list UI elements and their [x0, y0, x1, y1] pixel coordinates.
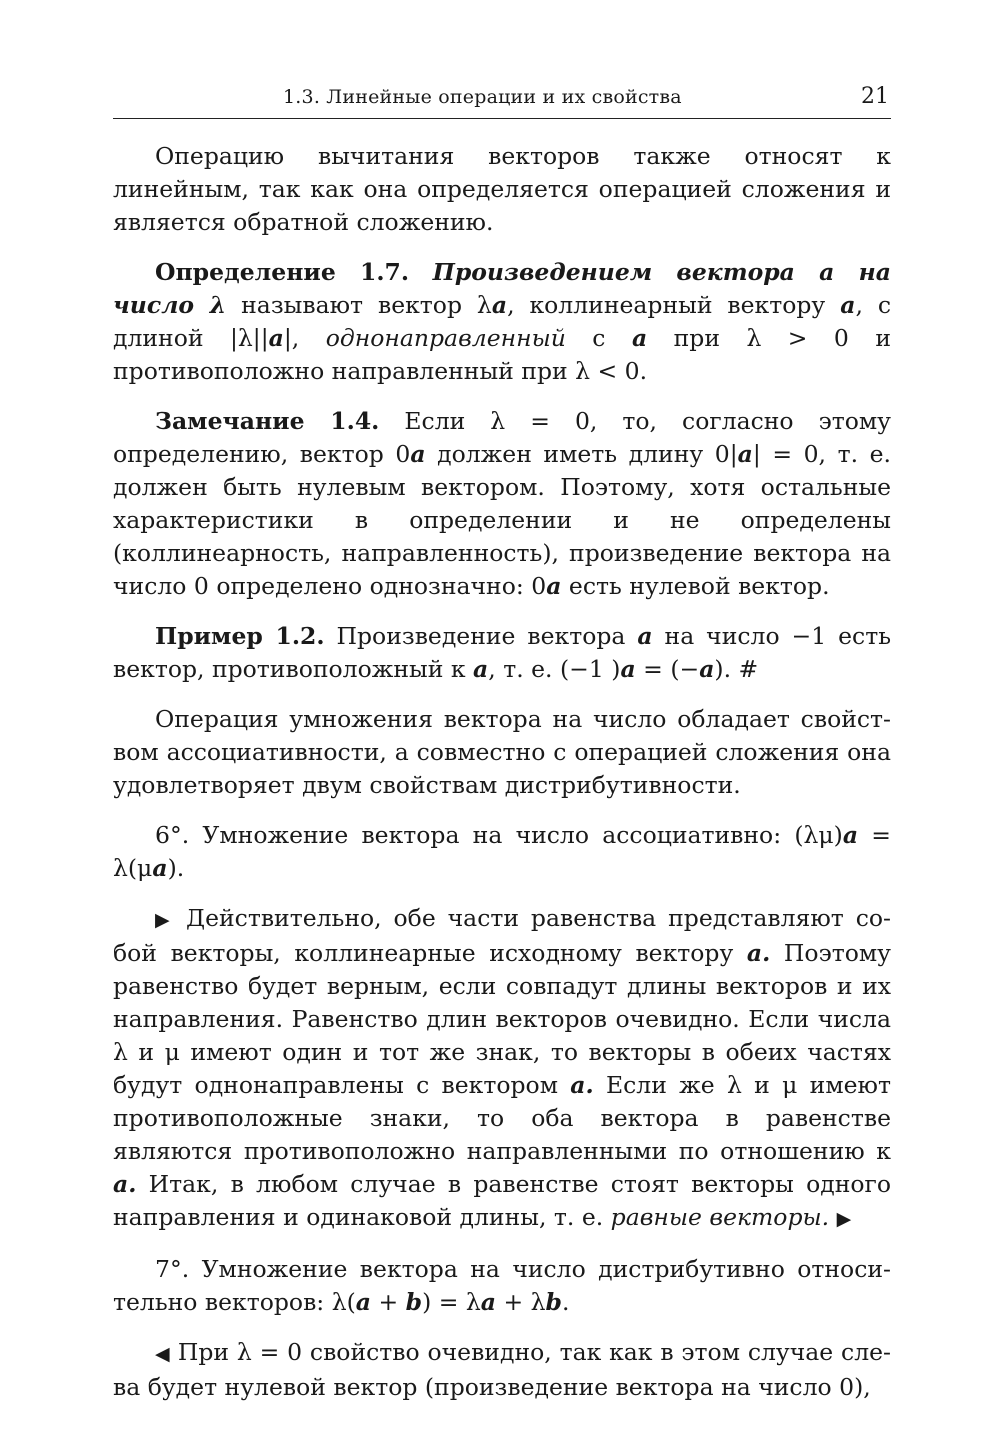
text-run: Поэтому равенство будет верным, если совпадут длины векторов и их направления. Равенство длин векторов очевидно. Если числа λ и μ имеют один и тот же знак, то векторы в обеих частях будут однонаправлены с вектором	[113, 939, 891, 1099]
text-run: должен иметь длину 0|	[425, 440, 738, 468]
vector-a: a.	[570, 1071, 594, 1099]
remark-1-4	[113, 405, 891, 603]
text-run: есть нулевой вектор.	[561, 572, 830, 600]
vector-a: a	[840, 291, 856, 319]
text-run: с	[565, 324, 632, 352]
proof-start-icon: ◀	[155, 1343, 170, 1365]
vector-a: a	[699, 655, 715, 683]
vector-b: b	[405, 1288, 423, 1316]
page-number: 21	[861, 84, 889, 109]
text-run: , с длиной |λ||	[113, 291, 892, 352]
text-run: + λ	[496, 1288, 546, 1316]
running-title: 1.3. Линейные операции и их свойства	[283, 86, 682, 108]
text-run: Действительно, обе части равенства представляют собой векторы, коллинеарные исходному вектору	[113, 904, 891, 967]
example-label: Пример 1.2.	[155, 622, 325, 650]
vector-a: a	[631, 324, 648, 352]
proof-end-icon: ▶	[836, 1208, 852, 1230]
page-header	[113, 84, 891, 119]
text-run: При λ = 0 свойство очевидно, так как в этом случае слева будет нулевой вектор (произведение вектора на число 0),	[113, 1338, 891, 1401]
vector-a: a	[842, 821, 859, 849]
vector-b: b	[545, 1288, 562, 1316]
example-1-2	[113, 620, 891, 686]
text-run: , т. е. (−1 )	[488, 655, 621, 683]
text-run: при λ > 0 и противоположно направленный при λ < 0.	[113, 324, 892, 385]
proof-property-6	[113, 902, 891, 1236]
text-run: называют вектор λ	[226, 291, 492, 319]
text-run: +	[371, 1288, 406, 1316]
text-run: .	[561, 1288, 570, 1316]
vector-a: a.	[746, 939, 771, 967]
vector-a: a	[268, 324, 284, 352]
text-run: Произведение вектора	[324, 622, 638, 650]
vector-a: a	[620, 655, 636, 683]
text-run: 7°. Умножение вектора на число дистрибутивно относительно векторов: λ(	[113, 1255, 891, 1316]
text-run: ).	[167, 854, 185, 882]
emphasis-codirectional: однонаправленный	[325, 324, 566, 352]
proof-start-icon: ▶	[155, 909, 175, 931]
vector-a: a	[546, 572, 562, 600]
text-run: ) = λ	[422, 1288, 481, 1316]
vector-a: a	[737, 440, 753, 468]
text-run: ). #	[714, 655, 759, 683]
paragraph-subtraction: Операцию вычитания векторов также относят к линейным, так как она определяется операцией сложения и является обратной сложению.	[113, 142, 891, 236]
vector-a: a	[355, 1288, 371, 1316]
definition-label: Определение 1.7.	[155, 258, 410, 286]
property-6	[113, 819, 891, 885]
text-run: на число −1 есть вектор, противоположный к	[113, 622, 891, 683]
text-run: , коллинеарный вектору	[507, 291, 841, 319]
vector-a: a	[637, 622, 653, 650]
definition-1-7	[113, 256, 891, 388]
vector-a: a	[152, 854, 168, 882]
emphasis-equal-vectors: равные векторы.	[610, 1203, 830, 1231]
property-7	[113, 1253, 891, 1319]
remark-label: Замечание 1.4.	[155, 407, 380, 435]
vector-a: a	[491, 291, 508, 319]
text-run: 6°. Умножение вектора на число ассоциативно: (λμ)	[155, 821, 843, 849]
text-run: Итак, в любом случае в равенстве стоят векторы одного направления и одинаковой длины, т. е.	[113, 1170, 891, 1231]
paragraph-associativity-intro: Операция умножения вектора на число обладает свойством ассоциативности, а совместно с операцией сложения она удовлетворяет двум свойствам дистрибутивности.	[113, 705, 891, 799]
text-run: Если же λ и μ имеют противоположные знаки, то оба вектора в равенстве являются противоположно направленными по отношению к	[113, 1071, 891, 1165]
page-body	[113, 140, 891, 1421]
text-run: Если λ = 0, то, согласно этому определению, вектор 0	[113, 407, 891, 468]
vector-a: a	[410, 440, 426, 468]
definition-term: Произведением вектора a на число λ	[113, 258, 891, 319]
text-run: = λ(μ	[113, 821, 891, 882]
vector-a: a	[473, 655, 489, 683]
text-run: |,	[283, 324, 326, 352]
text-run: | = 0, т. е. должен быть нулевым вектором. Поэтому, хотя остальные характеристики в определении и не определены (коллинеарность, направленность), произведение вектора на число 0 определено однозначно: 0	[113, 440, 891, 600]
vector-a: a	[480, 1288, 497, 1316]
proof-property-7	[113, 1336, 891, 1404]
text-run: = (−	[635, 655, 700, 683]
vector-a: a.	[113, 1170, 137, 1198]
